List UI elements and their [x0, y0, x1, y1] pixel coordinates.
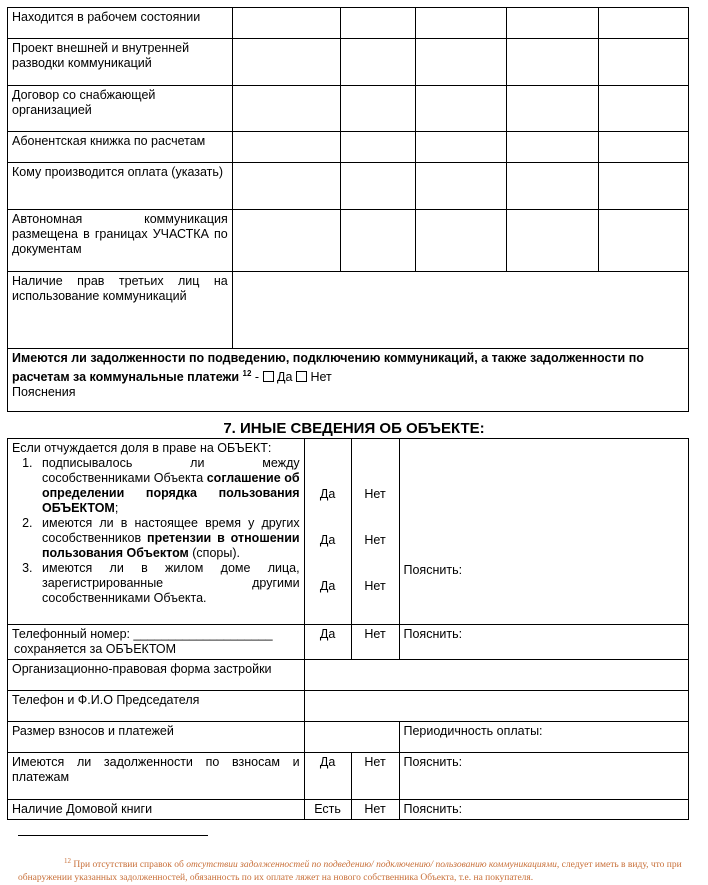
- table-row: [8, 86, 689, 132]
- input-cell[interactable]: [507, 163, 599, 210]
- table-row: [8, 691, 689, 722]
- debt-question: Имеются ли задолженности по подведению, подключению коммуникаций, а также задолженности по расчетам за коммунальные платежи: [12, 351, 644, 385]
- input-cell[interactable]: [340, 132, 416, 163]
- input-cell[interactable]: [416, 132, 507, 163]
- table-row: [8, 39, 689, 86]
- share-row: [8, 439, 689, 625]
- other-info-table: [7, 438, 689, 820]
- explain-label[interactable]: Пояснить:: [399, 753, 689, 800]
- yes-option[interactable]: Да: [319, 533, 336, 547]
- input-cell[interactable]: [599, 163, 689, 210]
- row-label: Абонентская книжка по расчетам: [8, 132, 233, 163]
- row-label: Наличие прав третьих лиц на использование коммуникаций: [8, 272, 233, 349]
- table-row: [8, 722, 689, 753]
- input-cell[interactable]: [507, 39, 599, 86]
- explain-label: Пояснить:: [403, 563, 463, 577]
- checkbox-yes[interactable]: [263, 371, 274, 382]
- table-row: [8, 660, 689, 691]
- footnote-divider: [18, 835, 208, 836]
- row-label: Договор со снабжающей организацией: [8, 86, 233, 132]
- row-label: Автономная коммуникация размещена в границах УЧАСТКА по документам: [8, 210, 233, 272]
- input-cell[interactable]: [232, 163, 340, 210]
- phone-row: [8, 625, 689, 660]
- input-cell[interactable]: [599, 8, 689, 39]
- house-book-label: Наличие Домовой книги: [8, 800, 305, 820]
- footnote: [18, 855, 700, 885]
- input-cell[interactable]: [232, 272, 688, 349]
- chairman-label: Телефон и Ф.И.О Председателя: [8, 691, 305, 722]
- input-cell[interactable]: [599, 39, 689, 86]
- share-item-3: 3. имеются ли в жилом доме лица, зарегистрированные другими сособственниками Объекта.: [36, 561, 300, 606]
- explain-label[interactable]: Пояснить:: [399, 625, 689, 660]
- row-label: Находится в рабочем состоянии: [8, 8, 233, 39]
- no-option[interactable]: Нет: [351, 800, 399, 820]
- input-cell[interactable]: [416, 39, 507, 86]
- input-cell[interactable]: [416, 163, 507, 210]
- input-cell[interactable]: [416, 210, 507, 272]
- footnote-ref: 12: [242, 369, 252, 378]
- footnote-text-end: , следует иметь в виду, что при обнаружении указанных задолженностей, обязанность по их оплате ляжет на нового собственника Объекта, т.е. на покупателя.: [18, 860, 682, 884]
- fees-label: Размер взносов и платежей: [8, 722, 305, 753]
- yes-option[interactable]: Да: [304, 753, 351, 800]
- row-label: Проект внешней и внутренней разводки коммуникаций: [8, 39, 233, 86]
- input-cell[interactable]: [232, 39, 340, 86]
- footnote-italic: отсутствии задолженностей по подведению/ подключению/ пользованию коммуникациями: [186, 860, 557, 871]
- table-row: [8, 753, 689, 800]
- footnote-text: При отсутствии справок об: [71, 860, 187, 871]
- input-cell[interactable]: [304, 722, 399, 753]
- phone-field[interactable]: ____________________: [133, 627, 273, 641]
- yes-option[interactable]: Да: [304, 625, 351, 660]
- table-row: [8, 272, 689, 349]
- yes-option[interactable]: Да: [319, 579, 336, 593]
- table-row: [8, 210, 689, 272]
- no-option[interactable]: Нет: [351, 753, 399, 800]
- fee-debt-label: Имеются ли задолженности по взносам и платежам: [8, 753, 305, 800]
- row-label: Кому производится оплата (указать): [8, 163, 233, 210]
- no-option[interactable]: Нет: [364, 533, 386, 547]
- input-cell[interactable]: [599, 210, 689, 272]
- no-column[interactable]: [351, 439, 399, 625]
- yes-column[interactable]: [304, 439, 351, 625]
- no-option[interactable]: Нет: [364, 579, 386, 593]
- input-cell[interactable]: [507, 86, 599, 132]
- yes-option[interactable]: Есть: [304, 800, 351, 820]
- explain-label[interactable]: Пояснить:: [399, 800, 689, 820]
- share-item-1: 1. подписывалось ли между сособственниками Объекта соглашение об определении порядка пользования ОБЪЕКТОМ;: [36, 456, 300, 516]
- debt-no-label: Нет: [310, 370, 332, 385]
- input-cell[interactable]: [340, 8, 416, 39]
- input-cell[interactable]: [340, 86, 416, 132]
- table-row: [8, 800, 689, 820]
- input-cell[interactable]: [416, 8, 507, 39]
- input-cell[interactable]: [599, 86, 689, 132]
- share-intro: Если отчуждается доля в праве на ОБЪЕКТ:: [12, 441, 272, 455]
- input-cell[interactable]: [599, 132, 689, 163]
- debt-row: [8, 349, 689, 412]
- debt-sep: -: [254, 370, 263, 385]
- notes-label: Пояснения: [12, 385, 76, 400]
- section-title: 7. ИНЫЕ СВЕДЕНИЯ ОБ ОБЪЕКТЕ:: [223, 420, 485, 437]
- phone-label: Телефонный номер:: [12, 627, 131, 641]
- input-cell[interactable]: [507, 8, 599, 39]
- debt-cell: [8, 349, 689, 412]
- debt-yes-label: Да: [277, 370, 293, 385]
- phone-sub: сохраняется за ОБЪЕКТОМ: [14, 642, 177, 656]
- input-cell[interactable]: [340, 39, 416, 86]
- checkbox-no[interactable]: [296, 371, 307, 382]
- input-cell[interactable]: [507, 210, 599, 272]
- table-row: [8, 132, 689, 163]
- no-option[interactable]: Нет: [364, 487, 386, 501]
- input-cell[interactable]: [232, 8, 340, 39]
- yes-option[interactable]: Да: [319, 487, 336, 501]
- input-cell[interactable]: [416, 86, 507, 132]
- footnote-number: 12: [64, 857, 71, 865]
- input-cell[interactable]: [304, 660, 688, 691]
- communications-table: [7, 7, 689, 412]
- input-cell[interactable]: [340, 163, 416, 210]
- share-questions: [8, 439, 305, 625]
- input-cell[interactable]: [232, 86, 340, 132]
- input-cell[interactable]: [340, 210, 416, 272]
- explain-cell[interactable]: [399, 439, 689, 625]
- table-row: [8, 8, 689, 39]
- org-form-label: Организационно-правовая форма застройки: [8, 660, 305, 691]
- input-cell[interactable]: [232, 210, 340, 272]
- periodicity-label[interactable]: Периодичность оплаты:: [399, 722, 689, 753]
- phone-cell: [8, 625, 305, 660]
- no-option[interactable]: Нет: [351, 625, 399, 660]
- share-item-2: 2. имеются ли в настоящее время у других сособственников претензии в отношении пользования Объектом (споры).: [36, 516, 300, 561]
- input-cell[interactable]: [304, 691, 688, 722]
- table-row: [8, 163, 689, 210]
- input-cell[interactable]: [507, 132, 599, 163]
- input-cell[interactable]: [232, 132, 340, 163]
